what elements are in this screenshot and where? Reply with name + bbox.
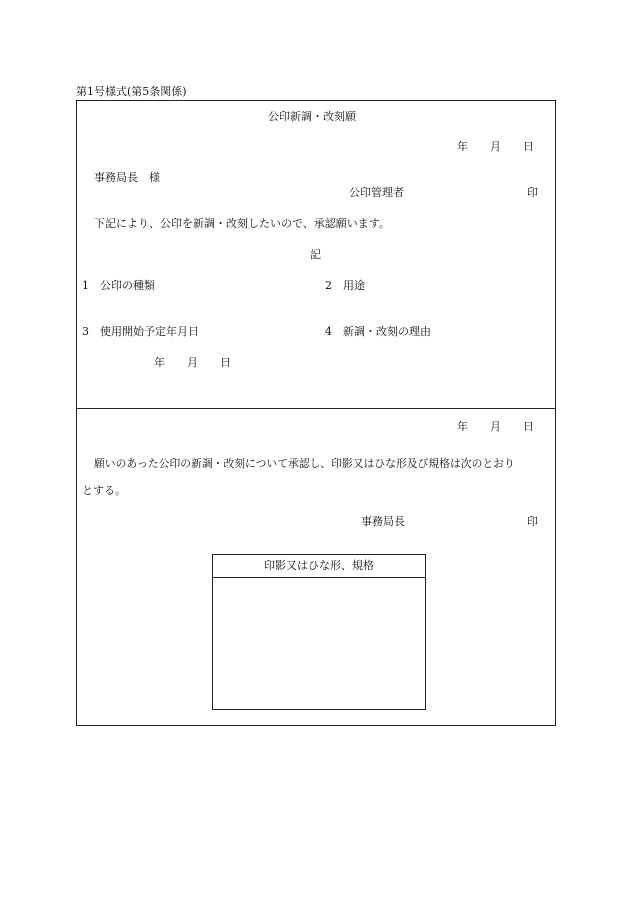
date-day: 日 <box>523 140 534 153</box>
section-divider <box>76 408 556 409</box>
approval-date-day: 日 <box>523 420 534 433</box>
item-purpose: 2 用途 <box>325 279 365 292</box>
seal-impression-box <box>212 554 426 710</box>
ki-label: 記 <box>310 248 321 261</box>
addressee: 事務局長 様 <box>94 171 160 184</box>
start-date-day: 日 <box>220 356 231 369</box>
start-date-month: 月 <box>187 356 198 369</box>
date-month: 月 <box>490 140 501 153</box>
form-number: 第1号様式(第5条関係) <box>76 85 187 98</box>
application-title: 公印新調・改刻願 <box>268 110 356 123</box>
start-date <box>154 357 231 368</box>
application-date <box>457 141 534 152</box>
seal-box-title: 印影又はひな形、規格 <box>213 555 425 578</box>
item-reason: 4 新調・改刻の理由 <box>325 325 431 338</box>
approval-text-line1: 願いのあった公印の新調・改刻について承認し、印影又はひな形及び規格は次のとおり <box>94 457 515 470</box>
application-body-text: 下記により、公印を新調・改刻したいので、承認願います。 <box>94 217 390 230</box>
approver-label: 事務局長 <box>361 515 405 528</box>
item-start-date: 3 使用開始予定年月日 <box>82 325 199 338</box>
approver-seal-mark: 印 <box>527 515 538 528</box>
approval-date-month: 月 <box>490 420 501 433</box>
date-year: 年 <box>457 140 468 153</box>
applicant-seal-mark: 印 <box>527 186 538 199</box>
item-seal-type: 1 公印の種類 <box>82 279 155 292</box>
approval-text-line2: とする。 <box>82 484 126 497</box>
start-date-year: 年 <box>154 356 165 369</box>
approval-date-year: 年 <box>457 420 468 433</box>
applicant-label: 公印管理者 <box>349 186 404 199</box>
approval-date <box>457 421 534 432</box>
